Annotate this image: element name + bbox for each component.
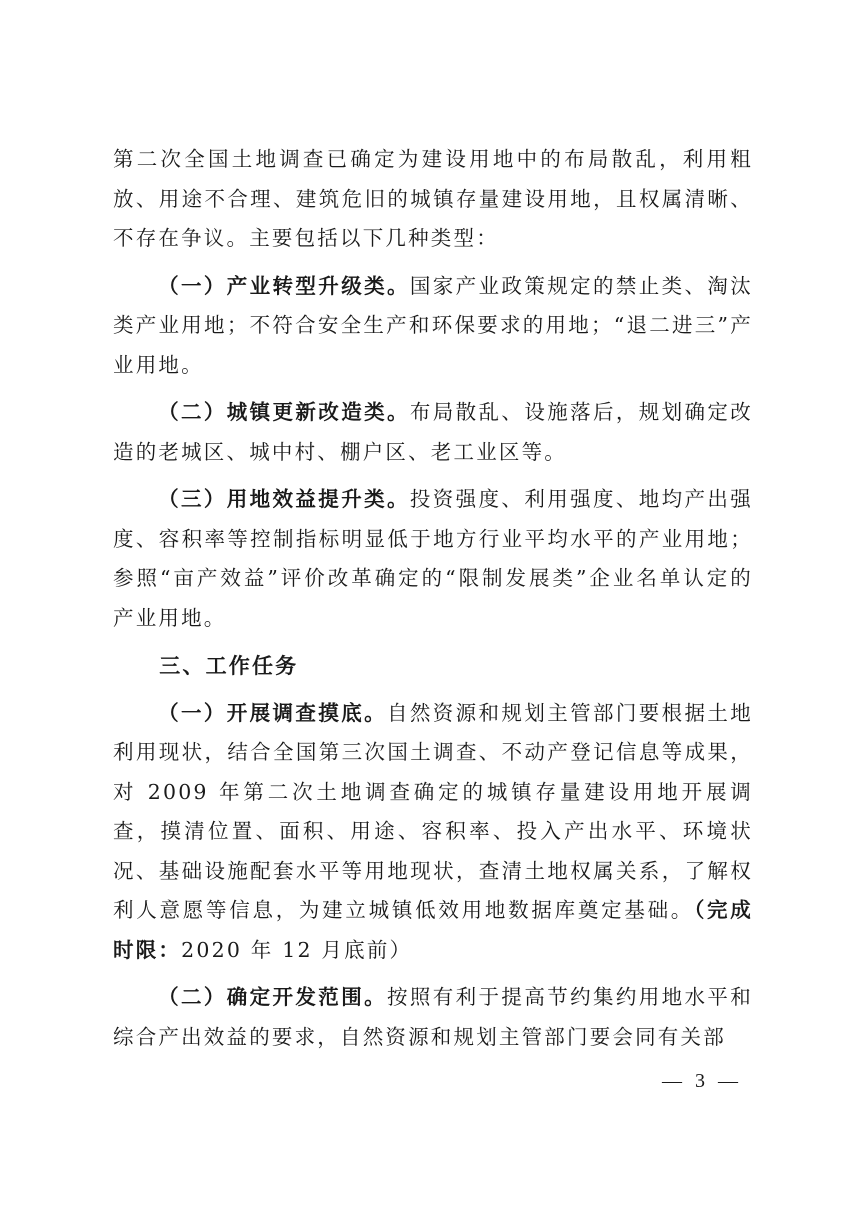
- document-body: [113, 140, 753, 1065]
- paragraph-definition: [113, 140, 753, 259]
- paragraph-text: 投资强度、利用强度、地均产出强度、容积率等控制指标明显低于地方行业平均水平的产业用地；参照“亩产效益”评价改革确定的“限制发展类”企业名单认定的产业用地。: [113, 487, 754, 630]
- paragraph-text: 第二次全国土地调查已确定为建设用地中的布局散乱，利用粗放、用途不合理、建筑危旧的城镇存量建设用地，且权属清晰、不存在争议。主要包括以下几种类型：: [113, 147, 753, 250]
- paragraph-text: 布局散乱、设施落后，规划确定改造的老城区、城中村、棚户区、老工业区等。: [113, 400, 754, 464]
- category-title: （一）产业转型升级类。: [158, 273, 410, 298]
- deadline-date: 2020 年 12 月底前）: [181, 937, 413, 962]
- paragraph-text: 按照有利于提高节约集约用地水平和综合产出效益的要求，自然资源和规划主管部门要会同有关部: [113, 985, 754, 1049]
- paragraph-task-1: [113, 694, 753, 971]
- section-heading: 三、工作任务: [159, 653, 299, 678]
- paragraph-category-1: [113, 267, 753, 386]
- deadline-label: （完成时限：: [113, 898, 753, 962]
- paragraph-category-3: [113, 480, 753, 638]
- category-title: （二）城镇更新改造类。: [158, 400, 410, 424]
- task-title: （一）开展调查摸底。: [158, 700, 387, 725]
- paragraph-category-2: [113, 393, 753, 472]
- paragraph-text: 自然资源和规划主管部门要根据土地利用现状，结合全国第三次国土调查、不动产登记信息等成果，对 2009 年第二次土地调查确定的城镇存量建设用地开展调查，摸清位置、面积、用途、容积率、投入产出水平、环境状况、基础设施配套水平等用地现状，查清土地权属关系，了解权利人意愿等信息，为建立城镇低效用地数据库奠定基础。: [113, 700, 754, 922]
- page-number: — 3 —: [662, 1070, 742, 1092]
- category-title: （三）用地效益提升类。: [158, 487, 410, 511]
- paragraph-task-2: [113, 978, 753, 1057]
- task-title: （二）确定开发范围。: [158, 985, 387, 1009]
- paragraph-text: 国家产业政策规定的禁止类、淘汰类产业用地；不符合安全生产和环保要求的用地；“退二进三”产业用地。: [113, 273, 754, 377]
